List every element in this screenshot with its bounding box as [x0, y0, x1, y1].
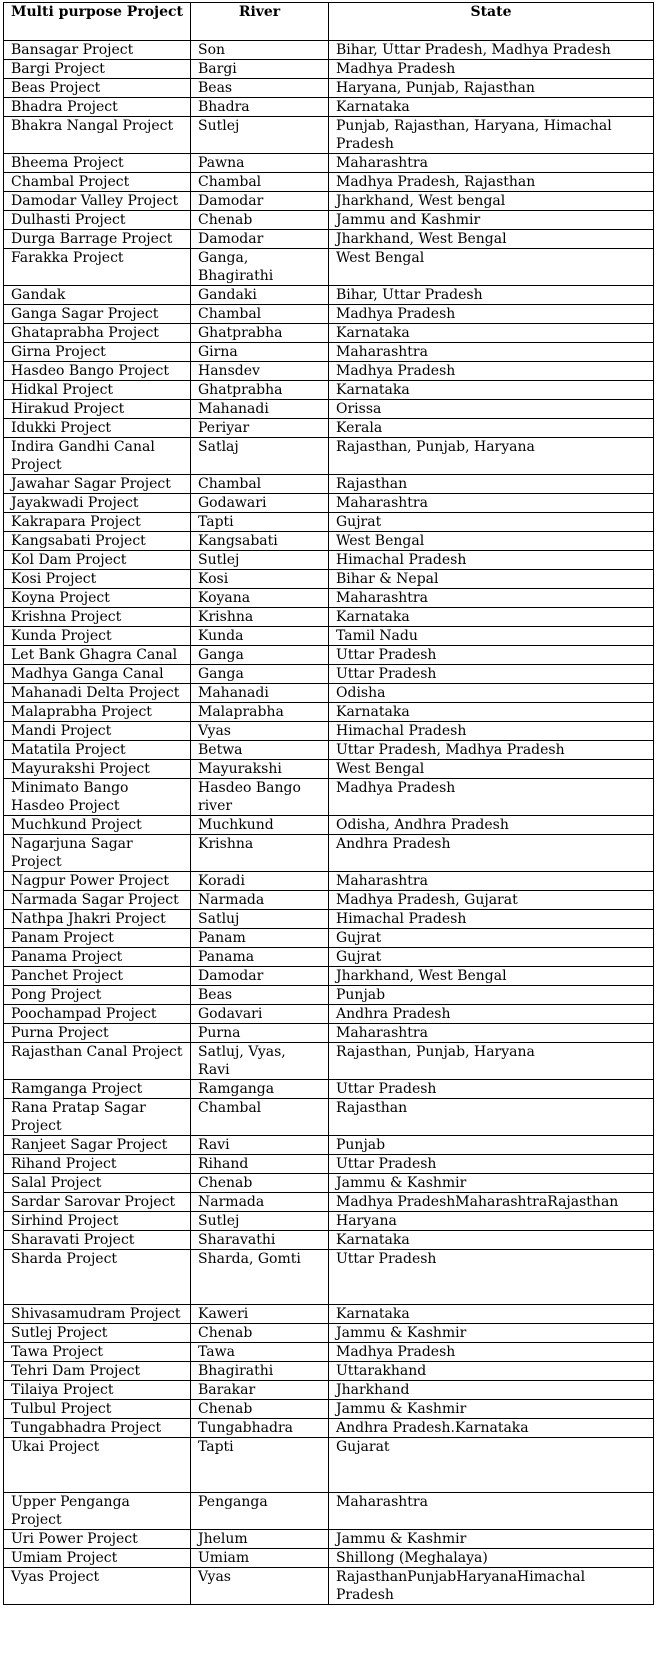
- river-cell: Kaweri: [191, 1305, 329, 1324]
- state-cell: Karnataka: [329, 1305, 654, 1324]
- river-cell: Sharda, Gomti: [191, 1250, 329, 1305]
- project-cell: Hasdeo Bango Project: [4, 362, 191, 381]
- project-cell: Sardar Sarovar Project: [4, 1193, 191, 1212]
- state-cell: Orissa: [329, 400, 654, 419]
- river-cell: Damodar: [191, 967, 329, 986]
- table-body: [4, 41, 654, 1605]
- header-project: Multi purpose Project: [4, 3, 191, 41]
- river-cell: Muchkund: [191, 816, 329, 835]
- project-cell: Salal Project: [4, 1174, 191, 1193]
- state-cell: Punjab: [329, 1136, 654, 1155]
- table-row: [4, 816, 654, 835]
- project-cell: Beas Project: [4, 79, 191, 98]
- river-cell: Mayurakshi: [191, 760, 329, 779]
- state-cell: Rajasthan, Punjab, Haryana: [329, 438, 654, 475]
- table-row: [4, 1174, 654, 1193]
- project-cell: Nathpa Jhakri Project: [4, 910, 191, 929]
- state-cell: Uttar Pradesh: [329, 1250, 654, 1305]
- table-row: [4, 646, 654, 665]
- project-cell: Sharavati Project: [4, 1231, 191, 1250]
- river-cell: Jhelum: [191, 1530, 329, 1549]
- table-row: [4, 494, 654, 513]
- river-cell: Umiam: [191, 1549, 329, 1568]
- table-row: [4, 835, 654, 872]
- river-cell: Ganga, Bhagirathi: [191, 249, 329, 286]
- table-row: [4, 1343, 654, 1362]
- river-cell: Malaprabha: [191, 703, 329, 722]
- state-cell: Maharashtra: [329, 494, 654, 513]
- state-cell: Jammu & Kashmir: [329, 1530, 654, 1549]
- river-cell: Chenab: [191, 1324, 329, 1343]
- project-cell: Kakrapara Project: [4, 513, 191, 532]
- state-cell: Punjab, Rajasthan, Haryana, Himachal Pradesh: [329, 117, 654, 154]
- project-cell: Pong Project: [4, 986, 191, 1005]
- state-cell: West Bengal: [329, 249, 654, 286]
- table-row: [4, 117, 654, 154]
- table-row: [4, 1362, 654, 1381]
- table-row: [4, 1155, 654, 1174]
- river-cell: Godawari: [191, 494, 329, 513]
- project-cell: Tulbul Project: [4, 1400, 191, 1419]
- header-state: State: [329, 3, 654, 41]
- project-cell: Bargi Project: [4, 60, 191, 79]
- river-cell: Damodar: [191, 192, 329, 211]
- project-cell: Upper Penganga Project: [4, 1493, 191, 1530]
- river-cell: Koyana: [191, 589, 329, 608]
- state-cell: Odisha, Andhra Pradesh: [329, 816, 654, 835]
- table-row: [4, 1212, 654, 1231]
- project-cell: Sutlej Project: [4, 1324, 191, 1343]
- state-cell: Punjab: [329, 986, 654, 1005]
- table-row: [4, 249, 654, 286]
- table-row: [4, 400, 654, 419]
- state-cell: Jharkhand: [329, 1381, 654, 1400]
- project-cell: Girna Project: [4, 343, 191, 362]
- state-cell: Maharashtra: [329, 343, 654, 362]
- river-cell: Narmada: [191, 891, 329, 910]
- river-cell: Chenab: [191, 211, 329, 230]
- table-row: [4, 1231, 654, 1250]
- river-cell: Ramganga: [191, 1080, 329, 1099]
- table-row: [4, 343, 654, 362]
- state-cell: Haryana: [329, 1212, 654, 1231]
- project-cell: Tawa Project: [4, 1343, 191, 1362]
- state-cell: Uttar Pradesh, Madhya Pradesh: [329, 741, 654, 760]
- table-row: [4, 324, 654, 343]
- table-row: [4, 1419, 654, 1438]
- river-cell: Ganga: [191, 665, 329, 684]
- project-cell: Mandi Project: [4, 722, 191, 741]
- table-row: [4, 362, 654, 381]
- river-cell: Purna: [191, 1024, 329, 1043]
- project-cell: Tungabhadra Project: [4, 1419, 191, 1438]
- state-cell: Jammu & Kashmir: [329, 1324, 654, 1343]
- table-row: [4, 684, 654, 703]
- table-row: [4, 1005, 654, 1024]
- table-row: [4, 1024, 654, 1043]
- river-cell: Chambal: [191, 305, 329, 324]
- project-cell: Vyas Project: [4, 1568, 191, 1605]
- state-cell: Andhra Pradesh.Karnataka: [329, 1419, 654, 1438]
- state-cell: Uttarakhand: [329, 1362, 654, 1381]
- state-cell: Rajasthan: [329, 475, 654, 494]
- state-cell: Madhya Pradesh, Gujarat: [329, 891, 654, 910]
- table-row: [4, 173, 654, 192]
- table-row: [4, 1250, 654, 1305]
- project-cell: Ghataprabha Project: [4, 324, 191, 343]
- table-row: [4, 1530, 654, 1549]
- project-cell: Minimato Bango Hasdeo Project: [4, 779, 191, 816]
- state-cell: Bihar, Uttar Pradesh, Madhya Pradesh: [329, 41, 654, 60]
- table-row: [4, 589, 654, 608]
- project-cell: Bhadra Project: [4, 98, 191, 117]
- river-cell: Vyas: [191, 722, 329, 741]
- project-cell: Panchet Project: [4, 967, 191, 986]
- state-cell: Madhya Pradesh: [329, 60, 654, 79]
- table-row: [4, 1549, 654, 1568]
- river-cell: Tapti: [191, 513, 329, 532]
- table-row: [4, 154, 654, 173]
- river-cell: Chenab: [191, 1400, 329, 1419]
- table-row: [4, 760, 654, 779]
- project-cell: Ranjeet Sagar Project: [4, 1136, 191, 1155]
- state-cell: Maharashtra: [329, 154, 654, 173]
- project-cell: Tehri Dam Project: [4, 1362, 191, 1381]
- table-row: [4, 1324, 654, 1343]
- project-cell: Idukki Project: [4, 419, 191, 438]
- table-row: [4, 741, 654, 760]
- river-cell: Sharavathi: [191, 1231, 329, 1250]
- river-cell: Satlaj: [191, 438, 329, 475]
- river-cell: Chambal: [191, 475, 329, 494]
- river-cell: Sutlej: [191, 1212, 329, 1231]
- state-cell: Odisha: [329, 684, 654, 703]
- table-row: [4, 1568, 654, 1605]
- state-cell: Madhya Pradesh: [329, 1343, 654, 1362]
- river-cell: Satluj: [191, 910, 329, 929]
- project-cell: Dulhasti Project: [4, 211, 191, 230]
- river-cell: Hasdeo Bango river: [191, 779, 329, 816]
- river-cell: Beas: [191, 986, 329, 1005]
- state-cell: Kerala: [329, 419, 654, 438]
- project-cell: Let Bank Ghagra Canal: [4, 646, 191, 665]
- state-cell: Bihar, Uttar Pradesh: [329, 286, 654, 305]
- state-cell: Jammu and Kashmir: [329, 211, 654, 230]
- project-cell: Sharda Project: [4, 1250, 191, 1305]
- project-cell: Rihand Project: [4, 1155, 191, 1174]
- project-cell: Durga Barrage Project: [4, 230, 191, 249]
- river-cell: Chenab: [191, 1174, 329, 1193]
- state-cell: Rajasthan, Punjab, Haryana: [329, 1043, 654, 1080]
- project-cell: Panam Project: [4, 929, 191, 948]
- projects-table: [3, 2, 654, 1605]
- state-cell: Jharkhand, West bengal: [329, 192, 654, 211]
- project-cell: Nagarjuna Sagar Project: [4, 835, 191, 872]
- table-row: [4, 211, 654, 230]
- state-cell: Uttar Pradesh: [329, 665, 654, 684]
- project-cell: Gandak: [4, 286, 191, 305]
- state-cell: Himachal Pradesh: [329, 910, 654, 929]
- state-cell: Maharashtra: [329, 872, 654, 891]
- river-cell: Panama: [191, 948, 329, 967]
- state-cell: Karnataka: [329, 703, 654, 722]
- project-cell: Matatila Project: [4, 741, 191, 760]
- table-row: [4, 286, 654, 305]
- project-cell: Kosi Project: [4, 570, 191, 589]
- table-row: [4, 665, 654, 684]
- project-cell: Purna Project: [4, 1024, 191, 1043]
- state-cell: Gujrat: [329, 929, 654, 948]
- state-cell: Madhya PradeshMaharashtraRajasthan: [329, 1193, 654, 1212]
- table-row: [4, 929, 654, 948]
- project-cell: Shivasamudram Project: [4, 1305, 191, 1324]
- table-row: [4, 60, 654, 79]
- project-cell: Mayurakshi Project: [4, 760, 191, 779]
- table-row: [4, 872, 654, 891]
- project-cell: Madhya Ganga Canal: [4, 665, 191, 684]
- river-cell: Panam: [191, 929, 329, 948]
- table-row: [4, 967, 654, 986]
- river-cell: Chambal: [191, 1099, 329, 1136]
- river-cell: Bhagirathi: [191, 1362, 329, 1381]
- table-row: [4, 230, 654, 249]
- table-row: [4, 1438, 654, 1493]
- river-cell: Betwa: [191, 741, 329, 760]
- river-cell: Bhadra: [191, 98, 329, 117]
- project-cell: Mahanadi Delta Project: [4, 684, 191, 703]
- project-cell: Rajasthan Canal Project: [4, 1043, 191, 1080]
- table-row: [4, 1400, 654, 1419]
- project-cell: Bhakra Nangal Project: [4, 117, 191, 154]
- table-row: [4, 381, 654, 400]
- project-cell: Krishna Project: [4, 608, 191, 627]
- river-cell: Gandaki: [191, 286, 329, 305]
- state-cell: RajasthanPunjabHaryanaHimachal Pradesh: [329, 1568, 654, 1605]
- state-cell: Maharashtra: [329, 1493, 654, 1530]
- state-cell: Karnataka: [329, 1231, 654, 1250]
- river-cell: Sutlej: [191, 551, 329, 570]
- river-cell: Mahanadi: [191, 684, 329, 703]
- table-row: [4, 608, 654, 627]
- river-cell: Krishna: [191, 835, 329, 872]
- river-cell: Kunda: [191, 627, 329, 646]
- river-cell: Tungabhadra: [191, 1419, 329, 1438]
- river-cell: Kangsabati: [191, 532, 329, 551]
- river-cell: Tapti: [191, 1438, 329, 1493]
- table-row: [4, 513, 654, 532]
- state-cell: Karnataka: [329, 98, 654, 117]
- river-cell: Beas: [191, 79, 329, 98]
- project-cell: Kol Dam Project: [4, 551, 191, 570]
- state-cell: Himachal Pradesh: [329, 551, 654, 570]
- river-cell: Son: [191, 41, 329, 60]
- table-row: [4, 1381, 654, 1400]
- river-cell: Hansdev: [191, 362, 329, 381]
- river-cell: Barakar: [191, 1381, 329, 1400]
- river-cell: Penganga: [191, 1493, 329, 1530]
- project-cell: Muchkund Project: [4, 816, 191, 835]
- state-cell: Madhya Pradesh: [329, 362, 654, 381]
- state-cell: Andhra Pradesh: [329, 835, 654, 872]
- table-row: [4, 305, 654, 324]
- project-cell: Bheema Project: [4, 154, 191, 173]
- state-cell: Karnataka: [329, 381, 654, 400]
- table-row: [4, 475, 654, 494]
- state-cell: Karnataka: [329, 608, 654, 627]
- table-row: [4, 1136, 654, 1155]
- project-cell: Ukai Project: [4, 1438, 191, 1493]
- state-cell: West Bengal: [329, 532, 654, 551]
- river-cell: Damodar: [191, 230, 329, 249]
- project-cell: Tilaiya Project: [4, 1381, 191, 1400]
- river-cell: Kosi: [191, 570, 329, 589]
- river-cell: Krishna: [191, 608, 329, 627]
- state-cell: Shillong (Meghalaya): [329, 1549, 654, 1568]
- table-row: [4, 627, 654, 646]
- table-row: [4, 41, 654, 60]
- table-row: [4, 722, 654, 741]
- header-row: [4, 3, 654, 41]
- river-cell: Mahanadi: [191, 400, 329, 419]
- river-cell: Bargi: [191, 60, 329, 79]
- state-cell: Uttar Pradesh: [329, 1155, 654, 1174]
- table-row: [4, 779, 654, 816]
- state-cell: Tamil Nadu: [329, 627, 654, 646]
- project-cell: Rana Pratap Sagar Project: [4, 1099, 191, 1136]
- state-cell: Madhya Pradesh, Rajasthan: [329, 173, 654, 192]
- river-cell: Godavari: [191, 1005, 329, 1024]
- river-cell: Sutlej: [191, 117, 329, 154]
- state-cell: Andhra Pradesh: [329, 1005, 654, 1024]
- project-cell: Kunda Project: [4, 627, 191, 646]
- river-cell: Koradi: [191, 872, 329, 891]
- project-cell: Bansagar Project: [4, 41, 191, 60]
- river-cell: Tawa: [191, 1343, 329, 1362]
- river-cell: Girna: [191, 343, 329, 362]
- project-cell: Farakka Project: [4, 249, 191, 286]
- state-cell: Karnataka: [329, 324, 654, 343]
- state-cell: Jammu & Kashmir: [329, 1400, 654, 1419]
- project-cell: Ramganga Project: [4, 1080, 191, 1099]
- state-cell: Jharkhand, West Bengal: [329, 967, 654, 986]
- river-cell: Vyas: [191, 1568, 329, 1605]
- table-row: [4, 438, 654, 475]
- state-cell: Haryana, Punjab, Rajasthan: [329, 79, 654, 98]
- project-cell: Damodar Valley Project: [4, 192, 191, 211]
- project-cell: Sirhind Project: [4, 1212, 191, 1231]
- state-cell: Uttar Pradesh: [329, 646, 654, 665]
- state-cell: Maharashtra: [329, 1024, 654, 1043]
- state-cell: Gujrat: [329, 513, 654, 532]
- project-cell: Uri Power Project: [4, 1530, 191, 1549]
- table-row: [4, 570, 654, 589]
- header-river: River: [191, 3, 329, 41]
- river-cell: Pawna: [191, 154, 329, 173]
- project-cell: Malaprabha Project: [4, 703, 191, 722]
- table-row: [4, 986, 654, 1005]
- project-cell: Jawahar Sagar Project: [4, 475, 191, 494]
- table-row: [4, 1193, 654, 1212]
- river-cell: Ravi: [191, 1136, 329, 1155]
- table-row: [4, 948, 654, 967]
- project-cell: Ganga Sagar Project: [4, 305, 191, 324]
- state-cell: Maharashtra: [329, 589, 654, 608]
- table-row: [4, 1043, 654, 1080]
- project-cell: Narmada Sagar Project: [4, 891, 191, 910]
- river-cell: Ganga: [191, 646, 329, 665]
- table-row: [4, 419, 654, 438]
- river-cell: Periyar: [191, 419, 329, 438]
- state-cell: West Bengal: [329, 760, 654, 779]
- table-row: [4, 910, 654, 929]
- state-cell: Madhya Pradesh: [329, 305, 654, 324]
- table-row: [4, 79, 654, 98]
- table-row: [4, 192, 654, 211]
- table-row: [4, 532, 654, 551]
- table-row: [4, 551, 654, 570]
- river-cell: Ghatprabha: [191, 381, 329, 400]
- table-row: [4, 1493, 654, 1530]
- project-cell: Indira Gandhi Canal Project: [4, 438, 191, 475]
- state-cell: Gujrat: [329, 948, 654, 967]
- table-row: [4, 1080, 654, 1099]
- river-cell: Satluj, Vyas, Ravi: [191, 1043, 329, 1080]
- table-row: [4, 703, 654, 722]
- project-cell: Chambal Project: [4, 173, 191, 192]
- table-row: [4, 98, 654, 117]
- river-cell: Narmada: [191, 1193, 329, 1212]
- project-cell: Nagpur Power Project: [4, 872, 191, 891]
- table-row: [4, 1099, 654, 1136]
- project-cell: Hirakud Project: [4, 400, 191, 419]
- state-cell: Bihar & Nepal: [329, 570, 654, 589]
- state-cell: Uttar Pradesh: [329, 1080, 654, 1099]
- state-cell: Rajasthan: [329, 1099, 654, 1136]
- state-cell: Madhya Pradesh: [329, 779, 654, 816]
- state-cell: Himachal Pradesh: [329, 722, 654, 741]
- river-cell: Chambal: [191, 173, 329, 192]
- project-cell: Poochampad Project: [4, 1005, 191, 1024]
- project-cell: Jayakwadi Project: [4, 494, 191, 513]
- state-cell: Jammu & Kashmir: [329, 1174, 654, 1193]
- table-row: [4, 1305, 654, 1324]
- project-cell: Kangsabati Project: [4, 532, 191, 551]
- river-cell: Ghatprabha: [191, 324, 329, 343]
- state-cell: Jharkhand, West Bengal: [329, 230, 654, 249]
- river-cell: Rihand: [191, 1155, 329, 1174]
- table-row: [4, 891, 654, 910]
- state-cell: Gujarat: [329, 1438, 654, 1493]
- project-cell: Hidkal Project: [4, 381, 191, 400]
- project-cell: Panama Project: [4, 948, 191, 967]
- project-cell: Umiam Project: [4, 1549, 191, 1568]
- project-cell: Koyna Project: [4, 589, 191, 608]
